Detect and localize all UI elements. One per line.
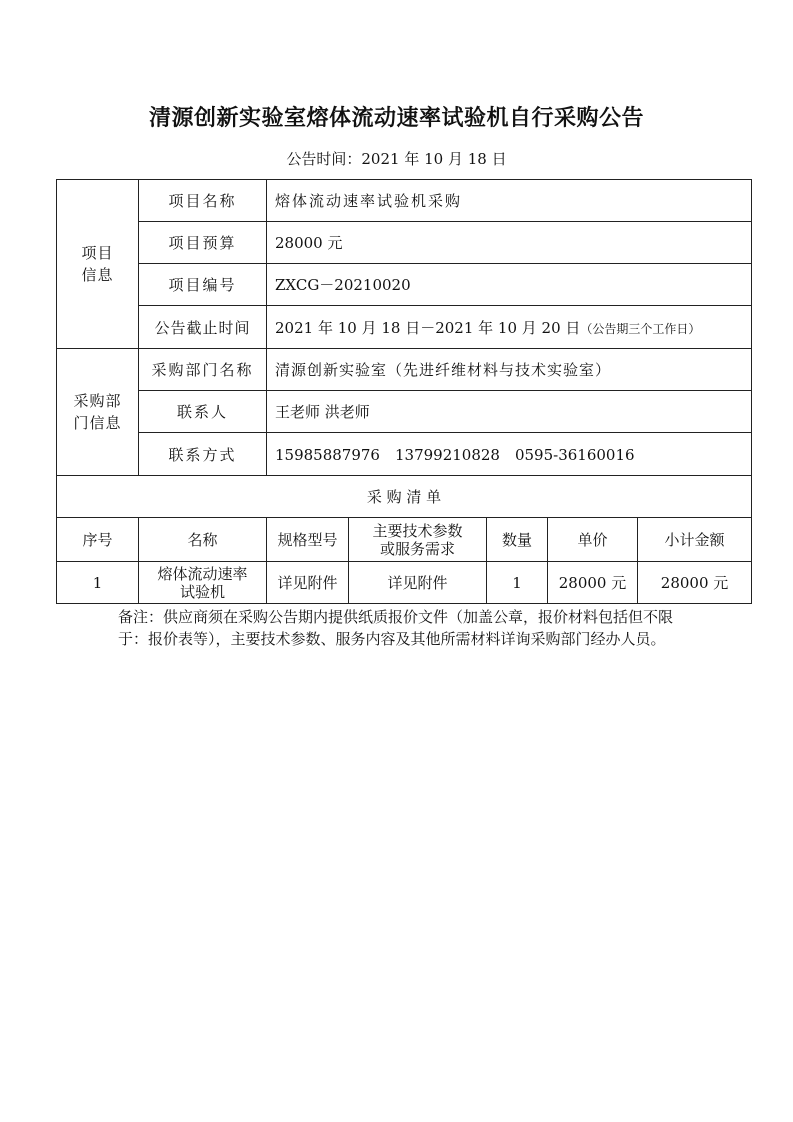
dept-name-label: 采购部门名称	[139, 349, 267, 391]
dept-name-value: 清源创新实验室（先进纤维材料与技术实验室）	[267, 349, 752, 391]
purchase-list-header-row	[57, 518, 752, 562]
header-unit-price: 单价	[548, 518, 638, 562]
contact-person-value: 王老师 洪老师	[267, 391, 752, 433]
purchase-item-row	[57, 562, 752, 604]
announcement-date: 公告时间：2021 年 10 月 18 日	[286, 150, 507, 168]
project-budget-label: 项目预算	[139, 222, 267, 264]
header-index: 序号	[57, 518, 139, 562]
dept-info-group-label: 采购部 门信息	[57, 349, 139, 476]
header-name: 名称	[139, 518, 267, 562]
project-budget-value: 28000 元	[267, 222, 752, 264]
item-index: 1	[57, 562, 139, 604]
deadline-note: （公告期三个工作日）	[580, 321, 701, 336]
header-tech-params: 主要技术参数 或服务需求	[349, 518, 487, 562]
contact-method-value: 15985887976 13799210828 0595-36160016	[267, 433, 752, 476]
project-info-group-label: 项目 信息	[57, 180, 139, 349]
deadline-label: 公告截止时间	[139, 306, 267, 349]
header-quantity: 数量	[487, 518, 548, 562]
procurement-table	[56, 179, 752, 604]
deadline-range: 2021 年 10 月 18 日－2021 年 10 月 20 日	[275, 318, 581, 337]
project-name-row	[57, 180, 752, 222]
contact-person-label: 联系人	[139, 391, 267, 433]
project-number-label: 项目编号	[139, 264, 267, 306]
item-subtotal: 28000 元	[638, 562, 752, 604]
item-quantity: 1	[487, 562, 548, 604]
deadline-value	[267, 306, 752, 349]
remark-note: 备注：供应商须在采购公告期内提供纸质报价文件（加盖公章，报价材料包括但不限于：报价表等），主要技术参数、服务内容及其他所需材料详询采购部门经办人员。	[118, 608, 674, 648]
header-subtotal: 小计金额	[638, 518, 752, 562]
header-spec: 规格型号	[267, 518, 349, 562]
item-tech-params: 详见附件	[349, 562, 487, 604]
item-spec: 详见附件	[267, 562, 349, 604]
page-title: 清源创新实验室熔体流动速率试验机自行采购公告	[148, 105, 644, 131]
project-name-value: 熔体流动速率试验机采购	[267, 180, 752, 222]
contact-method-row	[57, 433, 752, 476]
contact-person-row	[57, 391, 752, 433]
item-unit-price: 28000 元	[548, 562, 638, 604]
project-number-row	[57, 264, 752, 306]
purchase-list-title-row	[57, 476, 752, 518]
dept-name-row	[57, 349, 752, 391]
project-number-value: ZXCG－20210020	[267, 264, 752, 306]
project-budget-row	[57, 222, 752, 264]
item-name: 熔体流动速率 试验机	[139, 562, 267, 604]
contact-method-label: 联系方式	[139, 433, 267, 476]
deadline-row	[57, 306, 752, 349]
purchase-list-title: 采 购 清 单	[57, 476, 752, 518]
project-name-label: 项目名称	[139, 180, 267, 222]
